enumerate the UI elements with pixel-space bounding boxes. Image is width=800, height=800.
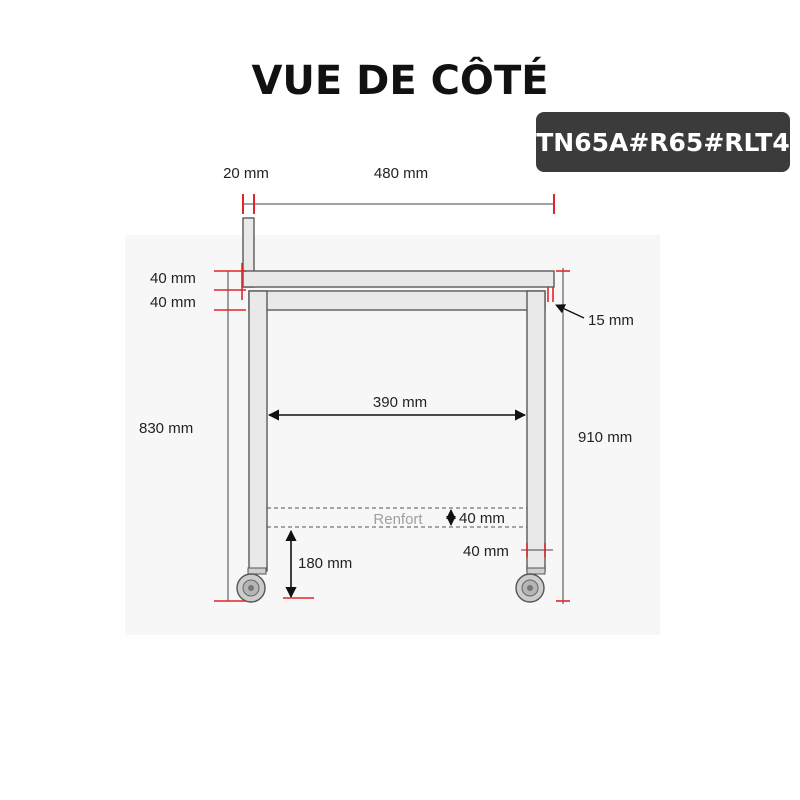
- dim-height-to-apron: 830 mm: [139, 420, 194, 437]
- dim-front-overhang: 15 mm: [588, 312, 634, 329]
- dim-inner-width: 390 mm: [372, 394, 428, 411]
- top-dimension: [243, 194, 554, 214]
- table-top: [243, 271, 554, 287]
- left-leg: [249, 291, 267, 571]
- dim-top-thickness: 40 mm: [150, 270, 196, 287]
- apron: [249, 291, 545, 310]
- dim-apron-height: 40 mm: [150, 294, 196, 311]
- dim-leg-width: 40 mm: [463, 543, 509, 560]
- dim-backsplash-thickness: 20 mm: [223, 165, 269, 182]
- model-code-badge: TN65A#R65#RLT4: [536, 112, 790, 172]
- right-leg: [527, 291, 545, 571]
- renfort-label: Renfort: [373, 511, 423, 528]
- dim-shelf-height: 40 mm: [459, 510, 505, 527]
- page-title: VUE DE CÔTÉ: [251, 58, 549, 104]
- dim-shelf-clearance: 180 mm: [298, 555, 353, 572]
- dim-total-height: 910 mm: [578, 429, 633, 446]
- dim-top-depth: 480 mm: [373, 165, 429, 182]
